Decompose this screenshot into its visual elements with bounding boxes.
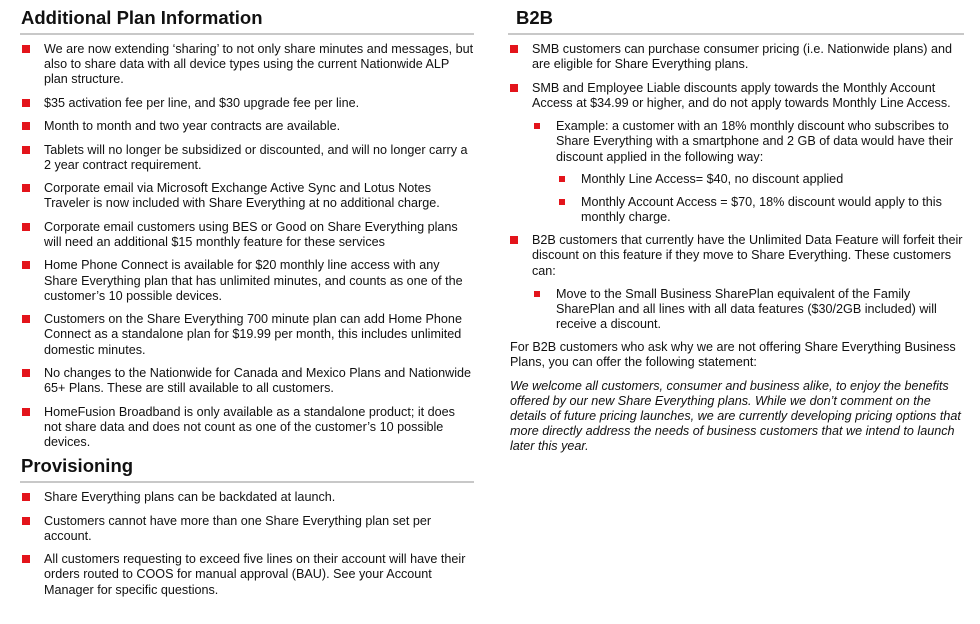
bullet-square-icon xyxy=(510,45,518,53)
list-item: We are now extending ‘sharing’ to not only share minutes and messages, but also to share data with all device types using the current Nationwide ALP plan structure. xyxy=(20,42,474,88)
left-column xyxy=(20,0,474,606)
bullet-square-icon xyxy=(22,223,30,231)
list-item: Customers cannot have more than one Share Everything plan set per account. xyxy=(20,514,474,544)
list-item: No changes to the Nationwide for Canada and Mexico Plans and Nationwide 65+ Plans. These are still available to all customers. xyxy=(20,366,474,396)
section-divider xyxy=(508,33,964,35)
list-item: All customers requesting to exceed five lines on their account will have their orders routed to COOS for manual approval (BAU). See your Account Manager for specific questions. xyxy=(20,552,474,598)
bullet-square-icon xyxy=(22,555,30,563)
bullet-square-icon xyxy=(559,199,565,205)
bullet-square-icon xyxy=(22,146,30,154)
intro-paragraph: For B2B customers who ask why we are not offering Share Everything Business Plans, you can offer the following statement: xyxy=(510,340,956,370)
list-item: Customers on the Share Everything 700 minute plan can add Home Phone Connect as a standalone plan for $19.99 per month, this includes unlimited domestic minutes. xyxy=(20,312,474,358)
sub-sub-list-item: Monthly Line Access= $40, no discount applied xyxy=(508,172,964,187)
list-item: HomeFusion Broadband is only available as a standalone product; it does not share data and does not count as one of the customer’s 10 possible devices. xyxy=(20,405,474,451)
bullet-square-icon xyxy=(22,184,30,192)
list-item: Home Phone Connect is available for $20 monthly line access with any Share Everything plan that has unlimited minutes, and counts as one of the customer’s 10 possible devices. xyxy=(20,258,474,304)
bullet-square-icon xyxy=(510,84,518,92)
sub-list-item: Example: a customer with an 18% monthly discount who subscribes to Share Everything with a smartphone and 2 GB of data would have their discount applied in the following way: xyxy=(508,119,964,165)
bullet-square-icon xyxy=(534,123,540,129)
bullet-square-icon xyxy=(559,176,565,182)
list-item: Corporate email customers using BES or Good on Share Everything plans will need an additional $15 monthly feature for these services xyxy=(20,220,474,250)
additional-plan-info-list xyxy=(20,42,474,450)
right-column xyxy=(508,0,964,463)
bullet-square-icon xyxy=(22,45,30,53)
sub-list-item: Move to the Small Business SharePlan equivalent of the Family SharePlan and all lines with all data features ($30/2GB included) will receive a discount. xyxy=(508,287,964,333)
bullet-square-icon xyxy=(22,408,30,416)
list-item: Corporate email via Microsoft Exchange Active Sync and Lotus Notes Traveler is now included with Share Everything at no additional charge. xyxy=(20,181,474,211)
list-item: SMB and Employee Liable discounts apply towards the Monthly Account Access at $34.99 or higher, and do not apply towards Monthly Line Access. xyxy=(508,81,964,111)
official-statement: We welcome all customers, consumer and business alike, to enjoy the benefits offered by our new Share Everything plans. While we don’t comment on the details of future pricing launches, we are currently developing pricing options that more directly address the needs of business customers that we intend to launch later this year. xyxy=(510,378,961,454)
bullet-square-icon xyxy=(22,99,30,107)
bullet-square-icon xyxy=(22,315,30,323)
list-item: B2B customers that currently have the Unlimited Data Feature will forfeit their discount on this feature if they move to Share Everything. These customers can: xyxy=(508,233,964,279)
bullet-square-icon xyxy=(22,517,30,525)
bullet-square-icon xyxy=(510,236,518,244)
section-title-b2b: B2B xyxy=(516,7,554,28)
list-item: $35 activation fee per line, and $30 upgrade fee per line. xyxy=(20,96,474,111)
list-item: Month to month and two year contracts are available. xyxy=(20,119,474,134)
bullet-square-icon xyxy=(22,122,30,130)
provisioning-list xyxy=(20,490,474,598)
list-item: Share Everything plans can be backdated at launch. xyxy=(20,490,474,505)
bullet-square-icon xyxy=(22,369,30,377)
list-item: SMB customers can purchase consumer pricing (i.e. Nationwide plans) and are eligible for Share Everything plans. xyxy=(508,42,964,72)
section-divider xyxy=(20,33,474,35)
bullet-square-icon xyxy=(534,291,540,297)
b2b-list xyxy=(508,42,964,333)
provisioning-section xyxy=(20,453,474,598)
section-title-additional-plan-information: Additional Plan Information xyxy=(21,7,263,28)
bullet-square-icon xyxy=(22,493,30,501)
list-item: Tablets will no longer be subsidized or discounted, and will no longer carry a 2 year contract requirement. xyxy=(20,143,474,173)
bullet-square-icon xyxy=(22,261,30,269)
sub-sub-list-item: Monthly Account Access = $70, 18% discount would apply to this monthly charge. xyxy=(508,195,964,225)
section-title-provisioning: Provisioning xyxy=(21,455,134,477)
section-divider xyxy=(20,481,474,483)
